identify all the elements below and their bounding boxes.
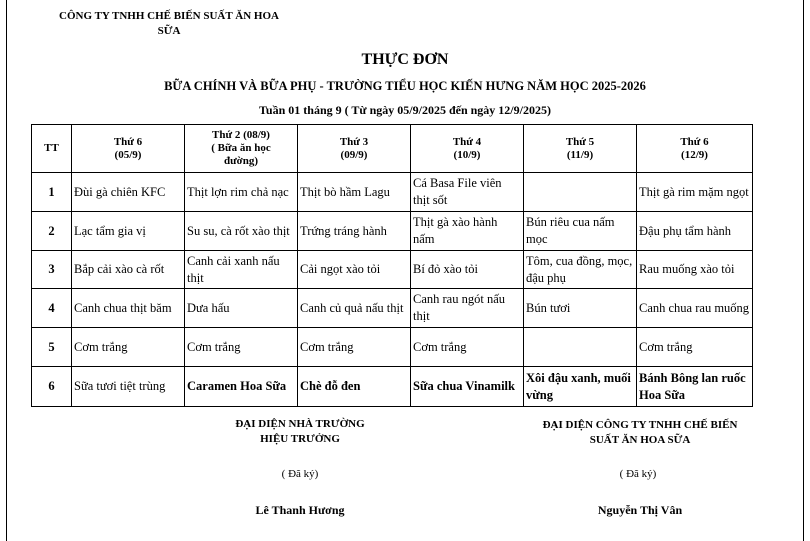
company-name — [44, 9, 294, 39]
table-row — [32, 212, 753, 251]
menu-cell: Sữa tươi tiệt trùng — [72, 367, 185, 407]
menu-cell — [524, 328, 637, 367]
menu-cell: Caramen Hoa Sữa — [185, 367, 298, 407]
school-signer-name: Lê Thanh Hương — [255, 503, 345, 517]
menu-cell: Canh rau ngót nấu thịt — [411, 289, 524, 328]
menu-cell: Bún riêu cua nấm mọc — [524, 212, 637, 251]
menu-table — [31, 124, 753, 407]
school-representative-title — [190, 417, 410, 447]
row-number: 3 — [32, 251, 72, 289]
header-day-5: Thứ 5 (11/9) — [524, 125, 637, 173]
header-day-3: Thứ 3 (09/9) — [298, 125, 411, 173]
header-day-2: Thứ 2 (08/9) ( Bữa ăn học đường) — [185, 125, 298, 173]
table-row — [32, 251, 753, 289]
menu-cell: Bún tươi — [524, 289, 637, 328]
menu-cell: Cơm trắng — [72, 328, 185, 367]
header-day-4: Thứ 4 (10/9) — [411, 125, 524, 173]
row-number: 1 — [32, 173, 72, 212]
menu-cell: Đùi gà chiên KFC — [72, 173, 185, 212]
table-row — [32, 173, 753, 212]
menu-cell: Thịt gà xào hành nấm — [411, 212, 524, 251]
header-tt: TT — [32, 125, 72, 173]
company-name-line2: SỮA — [157, 25, 181, 37]
menu-cell: Sữa chua Vinamilk — [411, 367, 524, 407]
menu-cell: Cơm trắng — [637, 328, 753, 367]
menu-cell: Thịt lợn rim chả nạc — [185, 173, 298, 212]
table-row — [32, 289, 753, 328]
school-signed-note: ( Đã ký) — [281, 468, 319, 480]
week-range: Tuần 01 tháng 9 ( Từ ngày 05/9/2025 đến ngày 12/9/2025) — [259, 103, 551, 117]
school-rep-line2: HIỆU TRƯỞNG — [260, 433, 340, 445]
page-title: THỰC ĐƠN — [361, 51, 449, 68]
company-name-line1: CÔNG TY TNHH CHẾ BIẾN SUẤT ĂN HOA — [59, 10, 279, 22]
header-day-6: Thứ 6 (12/9) — [637, 125, 753, 173]
menu-cell: Canh chua thịt băm — [72, 289, 185, 328]
row-number: 5 — [32, 328, 72, 367]
company-signed-note: ( Đã ký) — [619, 468, 657, 480]
table-row — [32, 367, 753, 407]
row-number: 4 — [32, 289, 72, 328]
table-row — [32, 328, 753, 367]
school-rep-line1: ĐẠI DIỆN NHÀ TRƯỜNG — [235, 418, 365, 430]
menu-cell: Dưa hấu — [185, 289, 298, 328]
company-rep-line2: SUẤT ĂN HOA SỮA — [589, 434, 691, 446]
menu-cell: Cơm trắng — [298, 328, 411, 367]
menu-cell: Trứng tráng hành — [298, 212, 411, 251]
menu-cell: Canh chua rau muống — [637, 289, 753, 328]
row-number: 6 — [32, 367, 72, 407]
page-subtitle: BỮA CHÍNH VÀ BỮA PHỤ - TRƯỜNG TIỂU HỌC KIẾN HƯNG NĂM HỌC 2025-2026 — [164, 79, 646, 93]
company-representative-title — [510, 418, 770, 448]
menu-cell: Đậu phụ tẩm hành — [637, 212, 753, 251]
menu-cell: Cải ngọt xào tỏi — [298, 251, 411, 289]
menu-cell: Rau muống xào tỏi — [637, 251, 753, 289]
menu-cell: Thịt gà rim mặm ngọt — [637, 173, 753, 212]
menu-cell: Cá Basa File viên thịt sốt — [411, 173, 524, 212]
menu-cell: Chè đỗ đen — [298, 367, 411, 407]
menu-cell: Bí đỏ xào tỏi — [411, 251, 524, 289]
menu-cell — [524, 173, 637, 212]
menu-cell: Bánh Bông lan ruốc Hoa Sữa — [637, 367, 753, 407]
table-header-row — [32, 125, 753, 173]
header-day-1: Thứ 6 (05/9) — [72, 125, 185, 173]
menu-cell: Lạc tẩm gia vị — [72, 212, 185, 251]
menu-cell: Thịt bò hầm Lagu — [298, 173, 411, 212]
menu-cell: Cơm trắng — [185, 328, 298, 367]
row-number: 2 — [32, 212, 72, 251]
company-signer-name: Nguyễn Thị Vân — [597, 503, 683, 517]
menu-cell: Canh củ quả nấu thịt — [298, 289, 411, 328]
menu-cell: Xôi đậu xanh, muối vừng — [524, 367, 637, 407]
menu-cell: Tôm, cua đồng, mọc, đậu phụ — [524, 251, 637, 289]
menu-cell: Su su, cà rốt xào thịt — [185, 212, 298, 251]
menu-cell: Canh cải xanh nấu thịt — [185, 251, 298, 289]
menu-cell: Cơm trắng — [411, 328, 524, 367]
menu-cell: Bắp cải xào cà rốt — [72, 251, 185, 289]
company-rep-line1: ĐẠI DIỆN CÔNG TY TNHH CHẾ BIẾN — [542, 419, 738, 431]
